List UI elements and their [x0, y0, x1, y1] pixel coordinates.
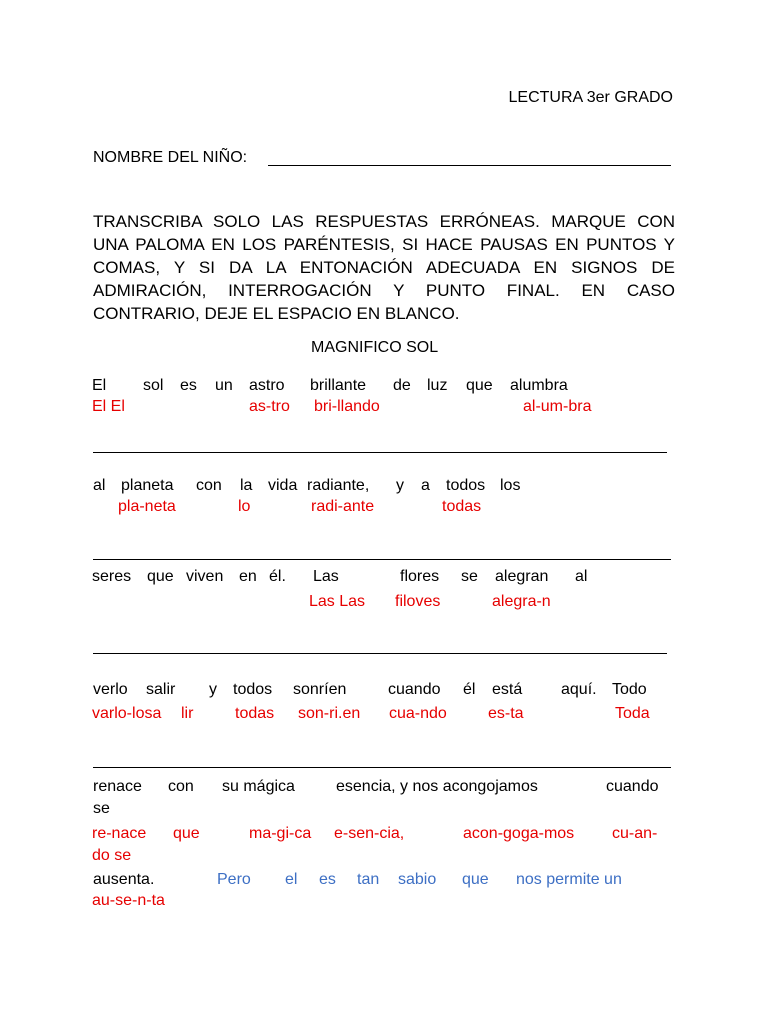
- error-word: son-ri.en: [298, 705, 361, 722]
- error-word: alegra-n: [492, 593, 551, 610]
- word: él.: [269, 568, 286, 585]
- word: es: [180, 377, 197, 394]
- word: sonríen: [293, 681, 347, 698]
- word: todos: [233, 681, 273, 698]
- answer-line-3[interactable]: [93, 653, 667, 654]
- error-word: lir: [181, 705, 194, 722]
- word: y: [209, 681, 217, 698]
- word: cuando: [388, 681, 441, 698]
- word: la: [240, 477, 253, 494]
- error-word: au-se-n-ta: [92, 892, 165, 909]
- word: al: [93, 477, 106, 494]
- error-word: Toda: [615, 705, 650, 722]
- word: todos: [446, 477, 486, 494]
- continuation-word: el: [285, 871, 298, 888]
- word: esencia, y nos acongojamos: [336, 778, 538, 795]
- word: en: [239, 568, 257, 585]
- word: viven: [186, 568, 224, 585]
- error-word: as-tro: [249, 398, 290, 415]
- error-word: al-um-bra: [523, 398, 592, 415]
- word: ausenta.: [93, 871, 155, 888]
- error-word: cu-an-: [612, 825, 658, 842]
- word: verlo: [93, 681, 128, 698]
- error-word: radi-ante: [311, 498, 375, 515]
- word: brillante: [310, 377, 367, 394]
- continuation-word: nos permite un: [516, 871, 622, 888]
- word: los: [500, 477, 521, 494]
- word: su mágica: [222, 778, 295, 795]
- word: salir: [146, 681, 176, 698]
- word: de: [393, 377, 411, 394]
- word: que: [466, 377, 493, 394]
- word: alumbra: [510, 377, 568, 394]
- error-word: do se: [92, 847, 132, 864]
- answer-line-1[interactable]: [93, 452, 667, 453]
- error-word: todas: [442, 498, 482, 515]
- word: que: [147, 568, 174, 585]
- word: astro: [249, 377, 285, 394]
- error-word: Las Las: [309, 593, 366, 610]
- word: planeta: [121, 477, 174, 494]
- error-word: re-nace: [92, 825, 147, 842]
- student-name-label: NOMBRE DEL NIÑO:: [93, 149, 248, 166]
- word: luz: [427, 377, 448, 394]
- error-word: El El: [92, 398, 125, 415]
- word: sol: [143, 377, 164, 394]
- error-word: pla-neta: [118, 498, 176, 515]
- word: radiante,: [307, 477, 370, 494]
- word: se: [461, 568, 478, 585]
- error-word: lo: [238, 498, 251, 515]
- error-word: varlo-losa: [92, 705, 162, 722]
- word: renace: [93, 778, 142, 795]
- error-word: es-ta: [488, 705, 524, 722]
- word: Todo: [612, 681, 647, 698]
- word: se: [93, 800, 110, 817]
- word: al: [575, 568, 588, 585]
- reading-title: MAGNIFICO SOL: [311, 339, 439, 356]
- continuation-word: sabio: [398, 871, 437, 888]
- word: con: [168, 778, 194, 795]
- word: con: [196, 477, 222, 494]
- error-word: e-sen-cia,: [334, 825, 405, 842]
- answer-line-2[interactable]: [93, 559, 671, 560]
- continuation-word: Pero: [217, 871, 251, 888]
- error-word: todas: [235, 705, 275, 722]
- error-word: bri-llando: [314, 398, 380, 415]
- word: y: [396, 477, 404, 494]
- word: un: [215, 377, 233, 394]
- instructions-paragraph: TRANSCRIBA SOLO LAS RESPUESTAS ERRÓNEAS. MARQUE CON UNA PALOMA EN LOS PARÉNTESIS, SI HACE PAUSAS EN PUNTOS Y COMAS, Y SI DA LA ENTONACIÓN ADECUADA EN SIGNOS DE ADMIRACIÓN, INTERROGACIÓN Y PUNTO FINAL. EN CASO CONTRARIO, DEJE EL ESPACIO EN BLANCO.: [93, 212, 675, 323]
- error-word: que: [173, 825, 200, 842]
- word: a: [421, 477, 430, 494]
- continuation-word: tan: [357, 871, 380, 888]
- word: alegran: [495, 568, 549, 585]
- word: él: [463, 681, 476, 698]
- word: aquí.: [561, 681, 597, 698]
- error-word: acon-goga-mos: [463, 825, 575, 842]
- word: flores: [400, 568, 440, 585]
- word: está: [492, 681, 523, 698]
- continuation-word: que: [462, 871, 489, 888]
- word: vida: [268, 477, 298, 494]
- word: Las: [313, 568, 339, 585]
- error-word: ma-gi-ca: [249, 825, 312, 842]
- error-word: cua-ndo: [389, 705, 447, 722]
- word: seres: [92, 568, 132, 585]
- continuation-word: es: [319, 871, 336, 888]
- answer-line-4[interactable]: [93, 767, 671, 768]
- word: El: [92, 377, 107, 394]
- error-word: filoves: [395, 593, 441, 610]
- student-name-field[interactable]: [268, 165, 671, 166]
- word: cuando: [606, 778, 659, 795]
- grade-heading: LECTURA 3er GRADO: [508, 89, 673, 106]
